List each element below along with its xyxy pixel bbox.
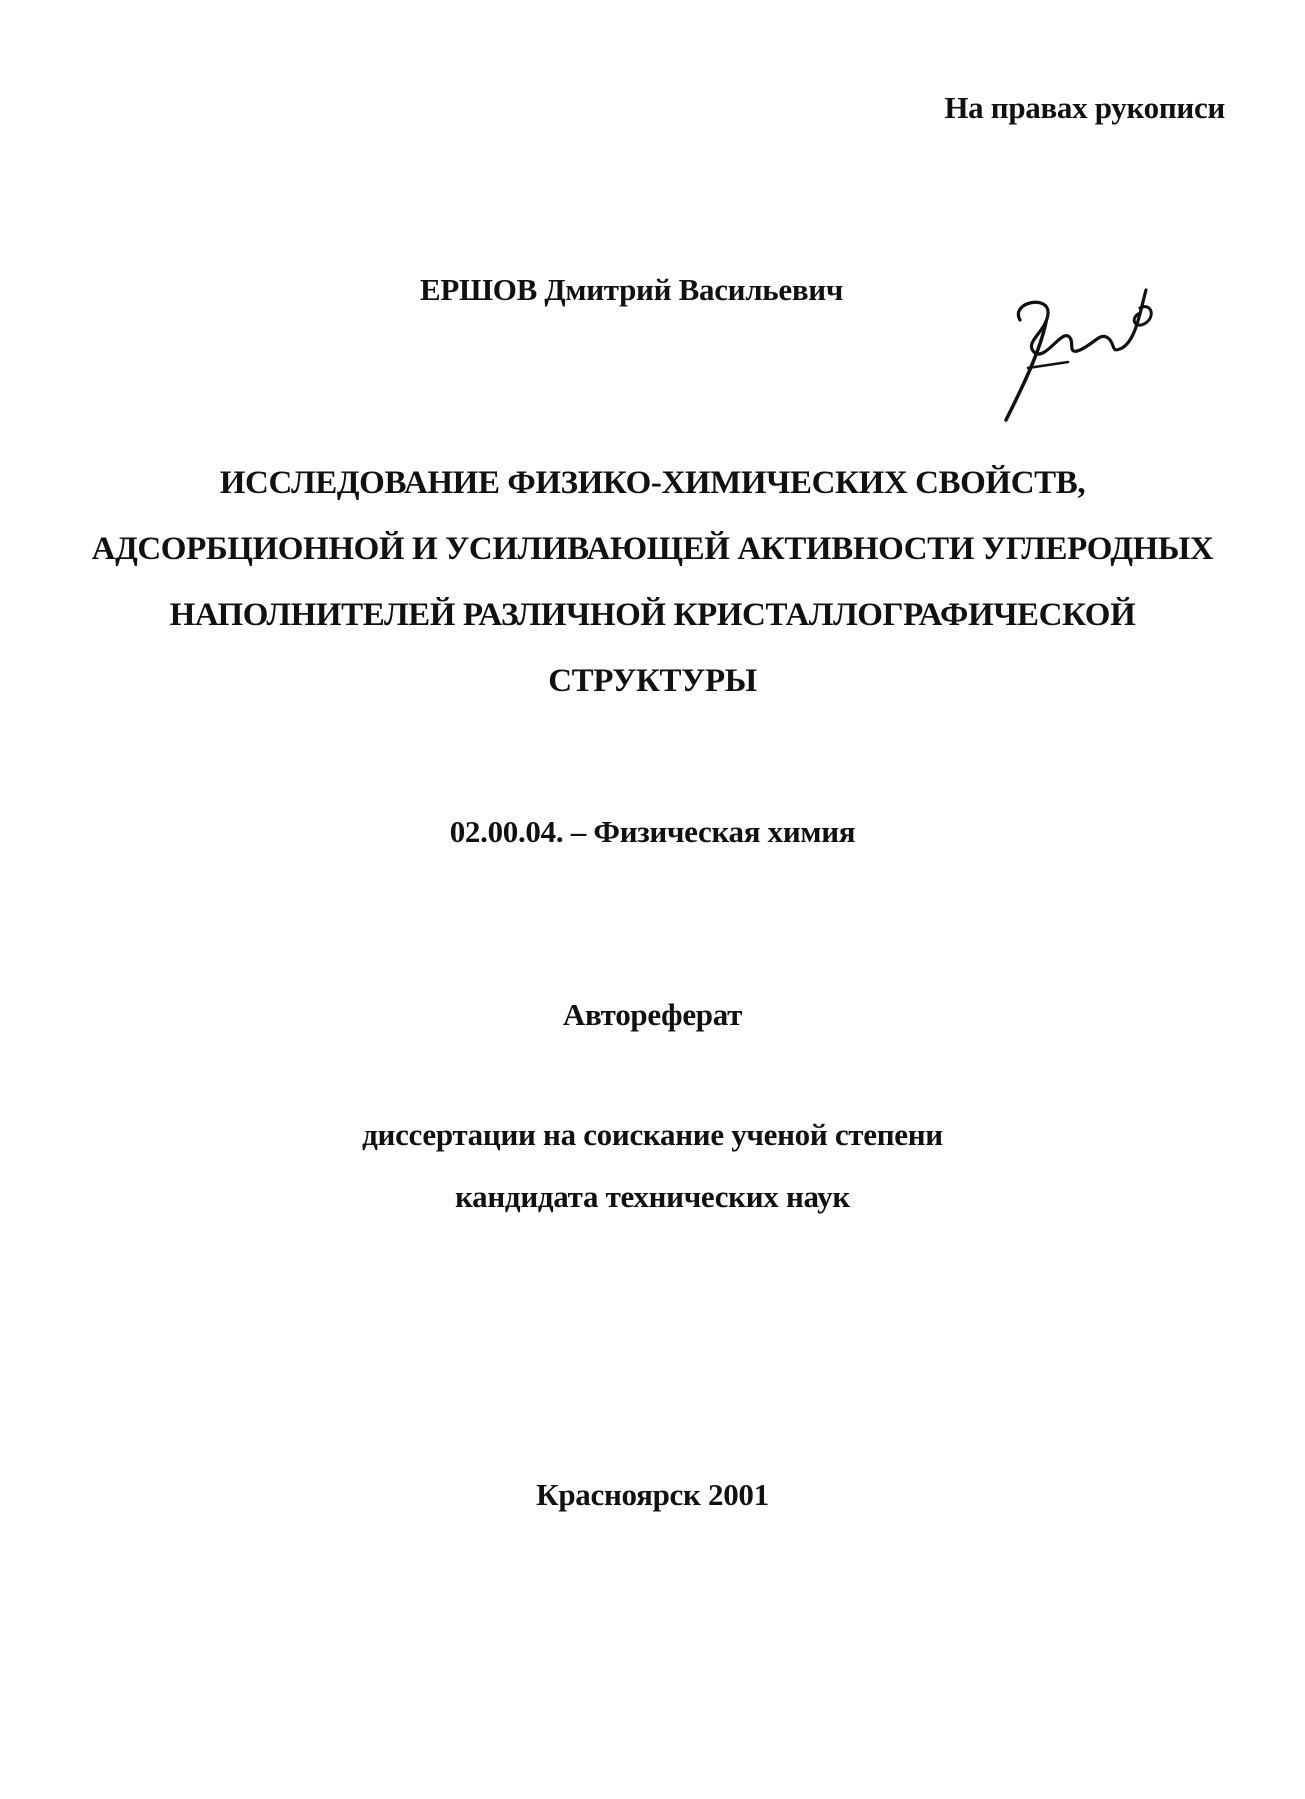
title-line: ИССЛЕДОВАНИЕ ФИЗИКО-ХИМИЧЕСКИХ СВОЙСТВ, xyxy=(219,465,1086,501)
degree-line-2: кандидата технических наук xyxy=(455,1179,850,1214)
title-line: НАПОЛНИТЕЛЕЙ РАЗЛИЧНОЙ КРИСТАЛЛОГРАФИЧЕСКОЙ xyxy=(169,597,1136,633)
signature-icon xyxy=(990,272,1170,432)
city-year: Красноярск 2001 xyxy=(536,1477,769,1512)
manuscript-rights-stamp: На правах рукописи xyxy=(944,90,1225,125)
dissertation-title xyxy=(0,450,1305,714)
degree-line-1: диссертации на соискание ученой степени xyxy=(362,1117,943,1152)
title-line: АДСОРБЦИОННОЙ И УСИЛИВАЮЩЕЙ АКТИВНОСТИ УГЛЕРОДНЫХ xyxy=(91,531,1214,567)
document-type: Автореферат xyxy=(562,997,743,1032)
author-name: ЕРШОВ Дмитрий Васильевич xyxy=(420,272,844,307)
specialty-code: 02.00.04. – Физическая химия xyxy=(449,814,856,849)
title-line: СТРУКТУРЫ xyxy=(548,663,757,699)
